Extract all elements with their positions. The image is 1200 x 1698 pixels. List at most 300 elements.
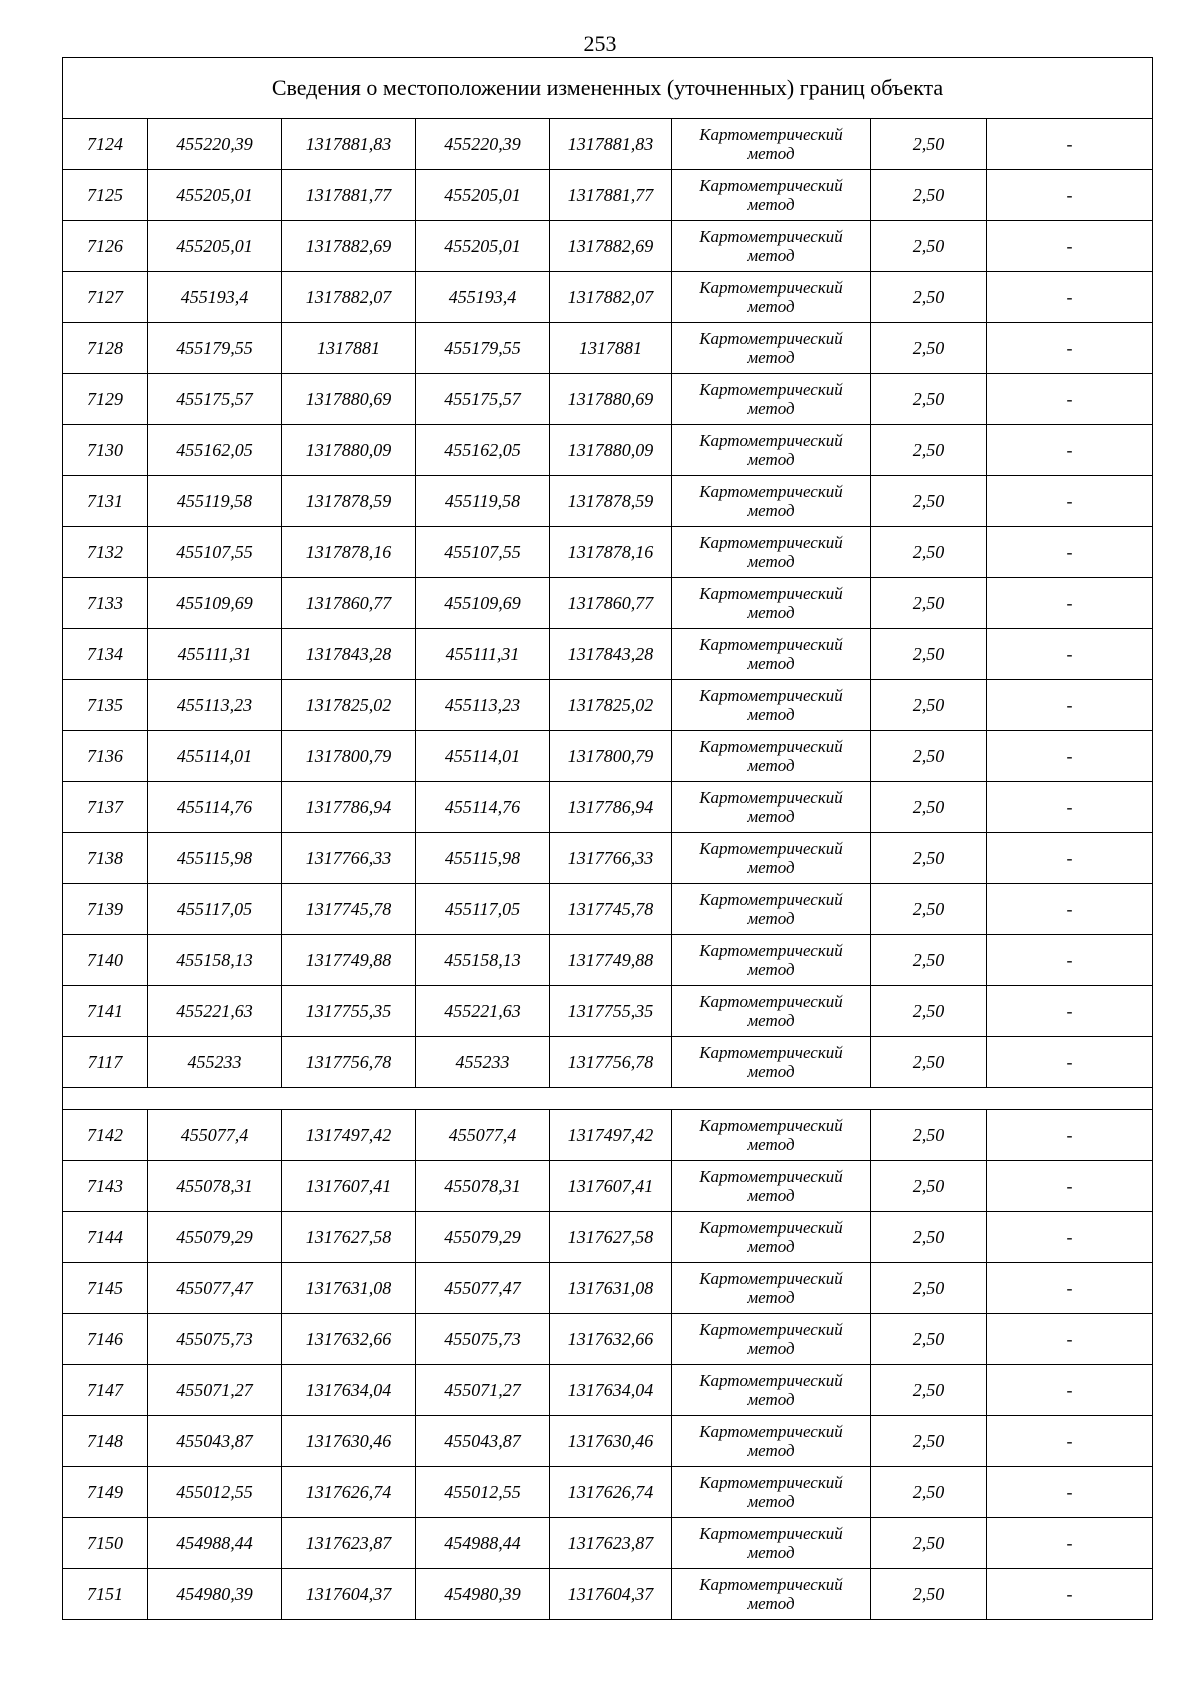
existing-y-cell: 1317756,78: [282, 1037, 416, 1088]
note-cell: -: [987, 527, 1153, 578]
note-cell: -: [987, 680, 1153, 731]
method-cell: [672, 1569, 871, 1620]
method-line-1: Картометрический: [699, 227, 843, 246]
existing-x-cell: 455043,87: [148, 1416, 282, 1467]
refined-x-cell: 455071,27: [416, 1365, 550, 1416]
accuracy-cell: 2,50: [871, 119, 987, 170]
refined-x-cell: 455107,55: [416, 527, 550, 578]
existing-x-cell: 455158,13: [148, 935, 282, 986]
method-line-1: Картометрический: [699, 1422, 843, 1441]
note-cell: -: [987, 323, 1153, 374]
refined-x-cell: 455078,31: [416, 1161, 550, 1212]
refined-y-cell: 1317749,88: [550, 935, 672, 986]
method-line-2: метод: [747, 1288, 795, 1307]
existing-x-cell: 455205,01: [148, 221, 282, 272]
method-line-2: метод: [747, 450, 795, 469]
method-line-2: метод: [747, 501, 795, 520]
point-number-cell: 7136: [63, 731, 148, 782]
refined-y-cell: 1317627,58: [550, 1212, 672, 1263]
accuracy-cell: 2,50: [871, 1161, 987, 1212]
existing-y-cell: 1317825,02: [282, 680, 416, 731]
refined-y-cell: 1317497,42: [550, 1110, 672, 1161]
method-line-2: метод: [747, 807, 795, 826]
existing-x-cell: 455077,47: [148, 1263, 282, 1314]
point-number-cell: 7135: [63, 680, 148, 731]
refined-x-cell: 455221,63: [416, 986, 550, 1037]
table-row: [63, 1467, 1153, 1518]
point-number-cell: 7137: [63, 782, 148, 833]
existing-y-cell: 1317627,58: [282, 1212, 416, 1263]
existing-y-cell: 1317800,79: [282, 731, 416, 782]
note-cell: -: [987, 731, 1153, 782]
existing-y-cell: 1317630,46: [282, 1416, 416, 1467]
refined-x-cell: 454980,39: [416, 1569, 550, 1620]
accuracy-cell: 2,50: [871, 986, 987, 1037]
table-row: [63, 323, 1153, 374]
existing-x-cell: 455117,05: [148, 884, 282, 935]
existing-x-cell: 455107,55: [148, 527, 282, 578]
group-separator-cell: [63, 1088, 1153, 1110]
refined-y-cell: 1317632,66: [550, 1314, 672, 1365]
method-cell: [672, 1467, 871, 1518]
existing-y-cell: 1317881,83: [282, 119, 416, 170]
table-title: Сведения о местоположении измененных (уточненных) границ объекта: [63, 58, 1153, 119]
refined-y-cell: 1317860,77: [550, 578, 672, 629]
method-cell: [672, 782, 871, 833]
table-row: [63, 629, 1153, 680]
existing-x-cell: 455179,55: [148, 323, 282, 374]
table-row: [63, 731, 1153, 782]
method-line-2: метод: [747, 705, 795, 724]
note-cell: -: [987, 1314, 1153, 1365]
existing-y-cell: 1317497,42: [282, 1110, 416, 1161]
method-cell: [672, 1263, 871, 1314]
refined-x-cell: 455113,23: [416, 680, 550, 731]
method-line-1: Картометрический: [699, 380, 843, 399]
note-cell: -: [987, 884, 1153, 935]
method-line-1: Картометрический: [699, 788, 843, 807]
refined-y-cell: 1317882,07: [550, 272, 672, 323]
accuracy-cell: 2,50: [871, 935, 987, 986]
point-number-cell: 7130: [63, 425, 148, 476]
refined-y-cell: 1317630,46: [550, 1416, 672, 1467]
point-number-cell: 7127: [63, 272, 148, 323]
note-cell: -: [987, 1263, 1153, 1314]
refined-x-cell: 455111,31: [416, 629, 550, 680]
note-cell: -: [987, 119, 1153, 170]
point-number-cell: 7144: [63, 1212, 148, 1263]
method-cell: [672, 119, 871, 170]
method-cell: [672, 935, 871, 986]
point-number-cell: 7140: [63, 935, 148, 986]
note-cell: -: [987, 833, 1153, 884]
accuracy-cell: 2,50: [871, 1365, 987, 1416]
method-cell: [672, 170, 871, 221]
point-number-cell: 7151: [63, 1569, 148, 1620]
point-number-cell: 7117: [63, 1037, 148, 1088]
note-cell: -: [987, 1161, 1153, 1212]
point-number-cell: 7147: [63, 1365, 148, 1416]
method-line-1: Картометрический: [699, 1575, 843, 1594]
existing-x-cell: 455175,57: [148, 374, 282, 425]
existing-y-cell: 1317786,94: [282, 782, 416, 833]
accuracy-cell: 2,50: [871, 629, 987, 680]
refined-y-cell: 1317755,35: [550, 986, 672, 1037]
method-line-1: Картометрический: [699, 1524, 843, 1543]
accuracy-cell: 2,50: [871, 578, 987, 629]
group-separator-row: [63, 1088, 1153, 1110]
table-row: [63, 221, 1153, 272]
point-number-cell: 7145: [63, 1263, 148, 1314]
method-cell: [672, 374, 871, 425]
method-line-2: метод: [747, 297, 795, 316]
accuracy-cell: 2,50: [871, 374, 987, 425]
table-row: [63, 1037, 1153, 1088]
refined-x-cell: 455119,58: [416, 476, 550, 527]
point-number-cell: 7148: [63, 1416, 148, 1467]
method-line-1: Картометрический: [699, 1473, 843, 1492]
table-row: [63, 1110, 1153, 1161]
method-cell: [672, 221, 871, 272]
point-number-cell: 7142: [63, 1110, 148, 1161]
accuracy-cell: 2,50: [871, 782, 987, 833]
refined-y-cell: 1317881,83: [550, 119, 672, 170]
method-line-1: Картометрический: [699, 1167, 843, 1186]
note-cell: -: [987, 1110, 1153, 1161]
existing-x-cell: 455111,31: [148, 629, 282, 680]
existing-y-cell: 1317755,35: [282, 986, 416, 1037]
existing-x-cell: 455109,69: [148, 578, 282, 629]
point-number-cell: 7138: [63, 833, 148, 884]
method-line-1: Картометрический: [699, 737, 843, 756]
method-cell: [672, 629, 871, 680]
method-line-1: Картометрический: [699, 686, 843, 705]
point-number-cell: 7139: [63, 884, 148, 935]
existing-x-cell: 455205,01: [148, 170, 282, 221]
accuracy-cell: 2,50: [871, 323, 987, 374]
refined-x-cell: 455175,57: [416, 374, 550, 425]
point-number-cell: 7126: [63, 221, 148, 272]
point-number-cell: 7132: [63, 527, 148, 578]
table-row: [63, 1416, 1153, 1467]
refined-y-cell: 1317786,94: [550, 782, 672, 833]
existing-y-cell: 1317604,37: [282, 1569, 416, 1620]
refined-x-cell: 455205,01: [416, 170, 550, 221]
method-line-2: метод: [747, 348, 795, 367]
refined-x-cell: 455114,01: [416, 731, 550, 782]
existing-x-cell: 455119,58: [148, 476, 282, 527]
refined-x-cell: 455077,47: [416, 1263, 550, 1314]
accuracy-cell: 2,50: [871, 1416, 987, 1467]
method-line-1: Картометрический: [699, 482, 843, 501]
accuracy-cell: 2,50: [871, 1037, 987, 1088]
method-line-2: метод: [747, 1062, 795, 1081]
note-cell: -: [987, 374, 1153, 425]
method-line-1: Картометрический: [699, 125, 843, 144]
existing-y-cell: 1317607,41: [282, 1161, 416, 1212]
method-cell: [672, 986, 871, 1037]
accuracy-cell: 2,50: [871, 1263, 987, 1314]
method-line-2: метод: [747, 1543, 795, 1562]
point-number-cell: 7131: [63, 476, 148, 527]
note-cell: -: [987, 1416, 1153, 1467]
existing-y-cell: 1317882,07: [282, 272, 416, 323]
refined-x-cell: 454988,44: [416, 1518, 550, 1569]
method-line-2: метод: [747, 909, 795, 928]
method-line-1: Картометрический: [699, 839, 843, 858]
refined-x-cell: 455114,76: [416, 782, 550, 833]
accuracy-cell: 2,50: [871, 272, 987, 323]
method-line-2: метод: [747, 246, 795, 265]
accuracy-cell: 2,50: [871, 1518, 987, 1569]
accuracy-cell: 2,50: [871, 1467, 987, 1518]
note-cell: -: [987, 1212, 1153, 1263]
note-cell: -: [987, 1365, 1153, 1416]
table-row: [63, 425, 1153, 476]
method-cell: [672, 1037, 871, 1088]
method-cell: [672, 833, 871, 884]
refined-x-cell: 455158,13: [416, 935, 550, 986]
existing-y-cell: 1317634,04: [282, 1365, 416, 1416]
method-line-1: Картометрический: [699, 992, 843, 1011]
page-number: 253: [583, 31, 617, 56]
note-cell: -: [987, 986, 1153, 1037]
refined-x-cell: 455193,4: [416, 272, 550, 323]
accuracy-cell: 2,50: [871, 833, 987, 884]
refined-y-cell: 1317634,04: [550, 1365, 672, 1416]
existing-x-cell: 454988,44: [148, 1518, 282, 1569]
method-line-2: метод: [747, 1441, 795, 1460]
table-row: [63, 1569, 1153, 1620]
method-line-1: Картометрический: [699, 1269, 843, 1288]
existing-x-cell: 455078,31: [148, 1161, 282, 1212]
existing-y-cell: 1317745,78: [282, 884, 416, 935]
refined-y-cell: 1317880,09: [550, 425, 672, 476]
table-row: [63, 527, 1153, 578]
method-line-2: метод: [747, 399, 795, 418]
accuracy-cell: 2,50: [871, 1110, 987, 1161]
note-cell: -: [987, 629, 1153, 680]
refined-y-cell: 1317843,28: [550, 629, 672, 680]
table-row: [63, 476, 1153, 527]
method-line-1: Картометрический: [699, 890, 843, 909]
method-line-2: метод: [747, 144, 795, 163]
refined-y-cell: 1317878,16: [550, 527, 672, 578]
refined-y-cell: 1317631,08: [550, 1263, 672, 1314]
table-row: [63, 1161, 1153, 1212]
refined-x-cell: 455109,69: [416, 578, 550, 629]
refined-x-cell: 455012,55: [416, 1467, 550, 1518]
refined-x-cell: 455115,98: [416, 833, 550, 884]
method-line-2: метод: [747, 1186, 795, 1205]
method-cell: [672, 1110, 871, 1161]
accuracy-cell: 2,50: [871, 884, 987, 935]
note-cell: -: [987, 170, 1153, 221]
method-line-2: метод: [747, 654, 795, 673]
method-line-1: Картометрический: [699, 329, 843, 348]
method-cell: [672, 1518, 871, 1569]
table-row: [63, 170, 1153, 221]
accuracy-cell: 2,50: [871, 425, 987, 476]
method-cell: [672, 527, 871, 578]
note-cell: -: [987, 272, 1153, 323]
accuracy-cell: 2,50: [871, 221, 987, 272]
table-row: [63, 272, 1153, 323]
point-number-cell: 7146: [63, 1314, 148, 1365]
table-row: [63, 1314, 1153, 1365]
table-row: [63, 1365, 1153, 1416]
note-cell: -: [987, 935, 1153, 986]
existing-y-cell: 1317631,08: [282, 1263, 416, 1314]
method-cell: [672, 680, 871, 731]
accuracy-cell: 2,50: [871, 1212, 987, 1263]
table-row: [63, 935, 1153, 986]
refined-y-cell: 1317825,02: [550, 680, 672, 731]
method-cell: [672, 1314, 871, 1365]
method-line-2: метод: [747, 1339, 795, 1358]
method-line-2: метод: [747, 603, 795, 622]
refined-y-cell: 1317604,37: [550, 1569, 672, 1620]
table-row: [63, 1212, 1153, 1263]
point-number-cell: 7125: [63, 170, 148, 221]
existing-x-cell: 455193,4: [148, 272, 282, 323]
accuracy-cell: 2,50: [871, 527, 987, 578]
refined-y-cell: 1317880,69: [550, 374, 672, 425]
existing-x-cell: 455221,63: [148, 986, 282, 1037]
point-number-cell: 7128: [63, 323, 148, 374]
accuracy-cell: 2,50: [871, 170, 987, 221]
existing-y-cell: 1317626,74: [282, 1467, 416, 1518]
point-number-cell: 7129: [63, 374, 148, 425]
refined-x-cell: 455117,05: [416, 884, 550, 935]
note-cell: -: [987, 578, 1153, 629]
table-row: [63, 1263, 1153, 1314]
accuracy-cell: 2,50: [871, 680, 987, 731]
table-row: [63, 833, 1153, 884]
existing-y-cell: 1317880,69: [282, 374, 416, 425]
existing-y-cell: 1317632,66: [282, 1314, 416, 1365]
method-cell: [672, 476, 871, 527]
note-cell: -: [987, 1467, 1153, 1518]
method-line-2: метод: [747, 195, 795, 214]
existing-x-cell: 455079,29: [148, 1212, 282, 1263]
note-cell: -: [987, 1518, 1153, 1569]
existing-y-cell: 1317880,09: [282, 425, 416, 476]
refined-y-cell: 1317882,69: [550, 221, 672, 272]
method-line-2: метод: [747, 1011, 795, 1030]
refined-y-cell: 1317756,78: [550, 1037, 672, 1088]
method-cell: [672, 1416, 871, 1467]
method-cell: [672, 578, 871, 629]
method-cell: [672, 1212, 871, 1263]
method-line-1: Картометрический: [699, 278, 843, 297]
existing-x-cell: 454980,39: [148, 1569, 282, 1620]
existing-x-cell: 455012,55: [148, 1467, 282, 1518]
refined-y-cell: 1317766,33: [550, 833, 672, 884]
table-title-row: [63, 58, 1153, 119]
existing-y-cell: 1317749,88: [282, 935, 416, 986]
existing-x-cell: 455220,39: [148, 119, 282, 170]
method-line-1: Картометрический: [699, 941, 843, 960]
note-cell: -: [987, 1037, 1153, 1088]
method-cell: [672, 323, 871, 374]
existing-x-cell: 455114,01: [148, 731, 282, 782]
note-cell: -: [987, 221, 1153, 272]
note-cell: -: [987, 476, 1153, 527]
point-number-cell: 7141: [63, 986, 148, 1037]
note-cell: -: [987, 1569, 1153, 1620]
point-number-cell: 7133: [63, 578, 148, 629]
existing-y-cell: 1317881,77: [282, 170, 416, 221]
method-line-1: Картометрический: [699, 533, 843, 552]
point-number-cell: 7149: [63, 1467, 148, 1518]
method-line-2: метод: [747, 756, 795, 775]
accuracy-cell: 2,50: [871, 476, 987, 527]
refined-x-cell: 455205,01: [416, 221, 550, 272]
existing-y-cell: 1317860,77: [282, 578, 416, 629]
refined-x-cell: 455077,4: [416, 1110, 550, 1161]
existing-x-cell: 455075,73: [148, 1314, 282, 1365]
existing-y-cell: 1317881: [282, 323, 416, 374]
table-row: [63, 578, 1153, 629]
method-cell: [672, 884, 871, 935]
method-line-2: метод: [747, 1492, 795, 1511]
table-row: [63, 884, 1153, 935]
accuracy-cell: 2,50: [871, 1314, 987, 1365]
existing-x-cell: 455233: [148, 1037, 282, 1088]
method-cell: [672, 1365, 871, 1416]
coordinates-table: [62, 57, 1153, 1620]
refined-x-cell: 455179,55: [416, 323, 550, 374]
accuracy-cell: 2,50: [871, 1569, 987, 1620]
method-line-2: метод: [747, 960, 795, 979]
method-line-1: Картометрический: [699, 1218, 843, 1237]
point-number-cell: 7150: [63, 1518, 148, 1569]
table-row: [63, 680, 1153, 731]
method-line-1: Картометрический: [699, 1320, 843, 1339]
note-cell: -: [987, 425, 1153, 476]
method-line-1: Картометрический: [699, 176, 843, 195]
existing-x-cell: 455077,4: [148, 1110, 282, 1161]
refined-y-cell: 1317878,59: [550, 476, 672, 527]
table-row: [63, 986, 1153, 1037]
note-cell: -: [987, 782, 1153, 833]
refined-y-cell: 1317881,77: [550, 170, 672, 221]
point-number-cell: 7134: [63, 629, 148, 680]
refined-x-cell: 455220,39: [416, 119, 550, 170]
existing-y-cell: 1317878,59: [282, 476, 416, 527]
refined-x-cell: 455075,73: [416, 1314, 550, 1365]
method-line-2: метод: [747, 552, 795, 571]
method-line-1: Картометрический: [699, 431, 843, 450]
method-line-2: метод: [747, 1135, 795, 1154]
point-number-cell: 7124: [63, 119, 148, 170]
table-row: [63, 782, 1153, 833]
table-row: [63, 374, 1153, 425]
refined-y-cell: 1317800,79: [550, 731, 672, 782]
existing-y-cell: 1317878,16: [282, 527, 416, 578]
refined-y-cell: 1317881: [550, 323, 672, 374]
refined-y-cell: 1317623,87: [550, 1518, 672, 1569]
existing-x-cell: 455114,76: [148, 782, 282, 833]
existing-y-cell: 1317843,28: [282, 629, 416, 680]
method-line-2: метод: [747, 858, 795, 877]
refined-y-cell: 1317626,74: [550, 1467, 672, 1518]
existing-x-cell: 455071,27: [148, 1365, 282, 1416]
method-line-1: Картометрический: [699, 635, 843, 654]
method-cell: [672, 425, 871, 476]
method-line-1: Картометрический: [699, 1371, 843, 1390]
